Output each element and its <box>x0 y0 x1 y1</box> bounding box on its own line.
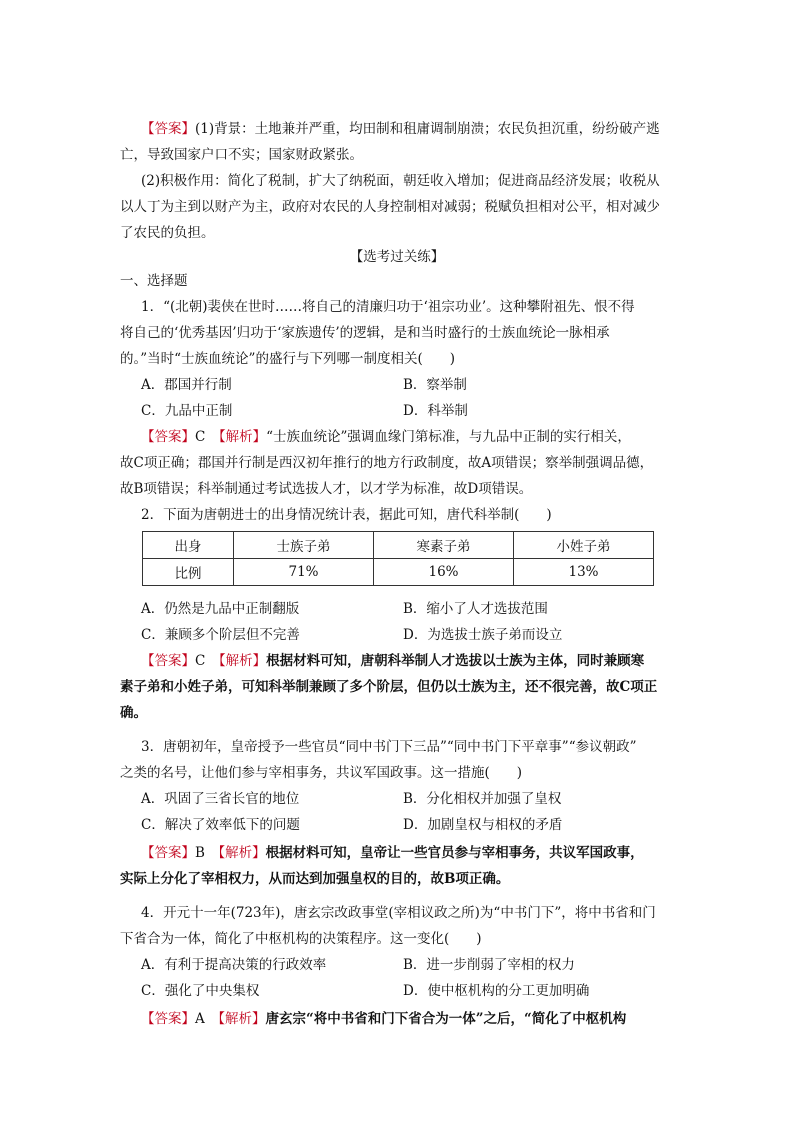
q4-option-c: C．强化了中央集权 <box>141 983 260 999</box>
q1-option-b: B．察举制 <box>403 377 467 393</box>
prev-answer-line-1: 【答案】(1)背景：土地兼并严重，均田制和租庸调制崩溃；农民负担沉重，纷纷破产逃 <box>141 121 660 137</box>
q3-option-b: B．分化相权并加强了皇权 <box>403 791 562 807</box>
table-cell: 71% <box>234 559 374 586</box>
q3-line-1: 3．唐朝初年，皇帝授予一些官员“同中书门下三品”“同中书门下平章事”“参议朝政” <box>141 739 637 755</box>
q1-option-c: C．九品中正制 <box>141 403 233 419</box>
table-cell: 16% <box>374 559 514 586</box>
table-cell: 出身 <box>143 532 234 559</box>
prev-answer-line-4: 以人丁为主到以财产为主，政府对农民的人身控制相对减弱；税赋负担相对公平，相对减少 <box>120 199 660 215</box>
q4-analysis-line-1: 【答案】A 【解析】唐玄宗“将中书省和门下省合为一体”之后，“简化了中枢机构 <box>141 1011 627 1027</box>
q4-line-1: 4．开元十一年(723年)，唐玄宗改政事堂(宰相议政之所)为“中书门下”，将中书省和门 <box>141 905 656 921</box>
q3-option-c: C．解决了效率低下的问题 <box>141 817 300 833</box>
section-title: 【选考过关练】 <box>349 249 445 265</box>
subsection-title: 一、选择题 <box>120 273 188 289</box>
q2-analysis-line-1: 【答案】C 【解析】根据材料可知，唐朝科举制人才选拔以士族为主体，同时兼顾寒 <box>141 653 645 669</box>
answer-tag: 【答案】 <box>141 121 195 137</box>
q1-analysis-line-1: 【答案】C 【解析】“士族血统论”强调血缘门第标准，与九品中正制的实行相关， <box>141 429 631 445</box>
q2-option-d: D．为选拔士族子弟而设立 <box>403 627 563 643</box>
q2-option-c: C．兼顾多个阶层但不完善 <box>141 627 300 643</box>
q4-option-a: A．有利于提高决策的行政效率 <box>141 957 327 973</box>
table-cell: 13% <box>514 559 654 586</box>
q3-analysis-line-1: 【答案】B 【解析】根据材料可知，皇帝让一些官员参与宰相事务，共议军国政事， <box>141 845 644 861</box>
q2-option-a: A．仍然是九品中正制翻版 <box>141 601 300 617</box>
q2-analysis-line-3: 确。 <box>120 705 147 721</box>
q2-option-b: B．缩小了人才选拔范围 <box>403 601 548 617</box>
prev-answer-line-2: 亡，导致国家户口不实；国家财政紧张。 <box>120 147 363 163</box>
table-row <box>143 559 654 586</box>
q4-option-d: D．使中枢机构的分工更加明确 <box>403 983 590 999</box>
q1-analysis-line-3: 故B项错误；科举制通过考试选拔人才，以才学为标准，故D项错误。 <box>120 481 533 497</box>
q4-line-2: 下省合为一体，简化了中枢机构的决策程序。这一变化( ) <box>120 931 482 947</box>
prev-answer-line-5: 了农民的负担。 <box>120 225 215 241</box>
q1-line-1: 1．“(北朝)裴侠在世时……将自己的清廉归功于‘祖宗功业’。这种攀附祖先、恨不得 <box>141 299 635 315</box>
q1-line-2: 将自己的‘优秀基因’归功于‘家族遗传’的逻辑，是和当时盛行的士族血统论一脉相承 <box>120 325 610 341</box>
q4-option-b: B．进一步削弱了宰相的权力 <box>403 957 575 973</box>
q3-analysis-line-2: 实际上分化了宰相权力，从而达到加强皇权的目的，故B项正确。 <box>120 871 510 887</box>
q1-option-d: D．科举制 <box>403 403 468 419</box>
prev-answer-line-3: (2)积极作用：简化了税制，扩大了纳税面，朝廷收入增加；促进商品经济发展；收税从 <box>141 173 660 189</box>
q2-analysis-line-2: 素子弟和小姓子弟，可知科举制兼顾了多个阶层，但仍以士族为主，还不很完善，故C项正 <box>120 679 658 695</box>
table-cell: 士族子弟 <box>234 532 374 559</box>
q3-option-d: D．加剧皇权与相权的矛盾 <box>403 817 563 833</box>
q3-option-a: A．巩固了三省长官的地位 <box>141 791 300 807</box>
table-cell: 寒素子弟 <box>374 532 514 559</box>
q2-table <box>142 531 654 586</box>
q1-line-3: 的。”当时“士族血统论”的盛行与下列哪一制度相关( ) <box>120 351 455 367</box>
table-header-row <box>143 532 654 559</box>
q1-analysis-line-2: 故C项正确；郡国并行制是西汉初年推行的地方行政制度，故A项错误；察举制强调品德， <box>120 455 654 471</box>
q3-line-2: 之类的名号，让他们参与宰相事务，共议军国政事。这一措施( ) <box>120 765 523 781</box>
table-cell: 比例 <box>143 559 234 586</box>
q1-option-a: A．郡国并行制 <box>141 377 232 393</box>
table-cell: 小姓子弟 <box>514 532 654 559</box>
q2-line-1: 2．下面为唐朝进士的出身情况统计表，据此可知，唐代科举制( ) <box>141 507 552 523</box>
